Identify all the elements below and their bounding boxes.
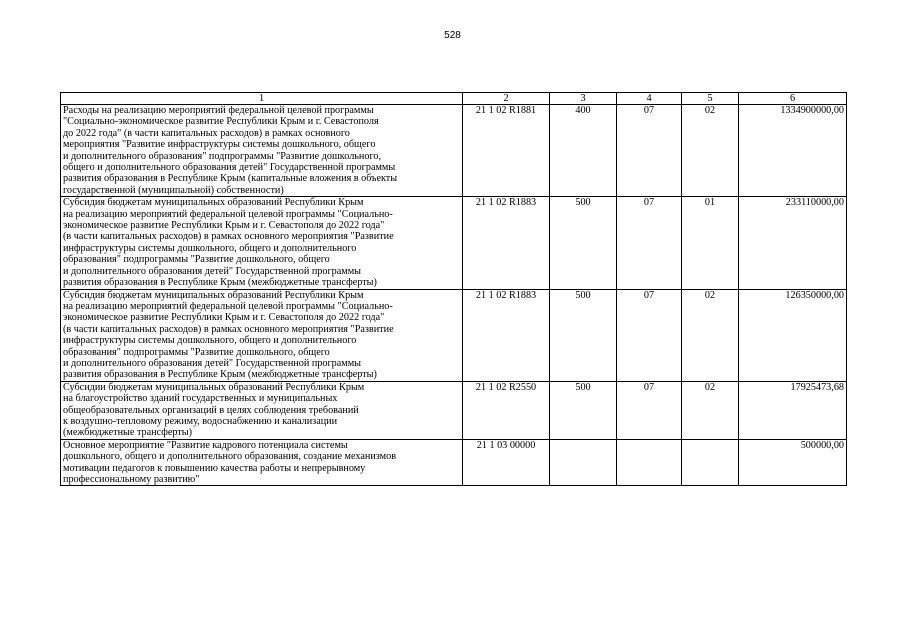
row-col5: 02 [682, 289, 739, 381]
row-col3: 500 [550, 381, 617, 439]
column-header-5: 5 [682, 93, 739, 105]
column-header-2: 2 [463, 93, 550, 105]
row-code: 21 1 03 00000 [463, 439, 550, 486]
row-col5: 02 [682, 381, 739, 439]
row-amount: 126350000,00 [739, 289, 847, 381]
table-row [61, 439, 847, 486]
column-header-4: 4 [617, 93, 682, 105]
row-amount: 1334900000,00 [739, 105, 847, 197]
row-col3: 500 [550, 289, 617, 381]
row-code: 21 1 02 R1883 [463, 197, 550, 289]
row-col5 [682, 439, 739, 486]
column-header-3: 3 [550, 93, 617, 105]
row-amount: 233110000,00 [739, 197, 847, 289]
row-description: Основное мероприятие "Развитие кадрового потенциала системы дошкольного, общего и дополнительного образования, создание механизмов мотивации педагогов к повышению качества работы и непрерывному профессиональному развитию" [61, 439, 463, 486]
table-row [61, 381, 847, 439]
table-row [61, 105, 847, 197]
row-description: Расходы на реализацию мероприятий федеральной целевой программы "Социально-экономическое развитие Республики Крым и г. Севастополя до 2022 года" (в части капитальных расходов) в рамках основного мероприятия "Развитие инфраструктуры системы дошкольного, общего и дополнительного образования" подпрограммы "Развитие дошкольного, общего и дополнительного образования детей" Государственной программы развития образования в Республике Крым (капитальные вложения в объекты государственной (муниципальной) собственности) [61, 105, 463, 197]
table-row [61, 197, 847, 289]
row-col4: 07 [617, 289, 682, 381]
row-code: 21 1 02 R2550 [463, 381, 550, 439]
row-col3: 500 [550, 197, 617, 289]
budget-table [60, 92, 847, 486]
row-code: 21 1 02 R1883 [463, 289, 550, 381]
row-col4: 07 [617, 381, 682, 439]
row-col3 [550, 439, 617, 486]
column-header-1: 1 [61, 93, 463, 105]
table-row [61, 289, 847, 381]
row-col5: 01 [682, 197, 739, 289]
row-col4 [617, 439, 682, 486]
table-header-row [61, 93, 847, 105]
row-col5: 02 [682, 105, 739, 197]
row-col4: 07 [617, 197, 682, 289]
row-col4: 07 [617, 105, 682, 197]
row-col3: 400 [550, 105, 617, 197]
page-number: 528 [444, 30, 461, 41]
row-amount: 17925473,68 [739, 381, 847, 439]
column-header-6: 6 [739, 93, 847, 105]
row-amount: 500000,00 [739, 439, 847, 486]
row-description: Субсидии бюджетам муниципальных образований Республики Крым на благоустройство зданий государственных и муниципальных общеобразовательных организаций в целях соблюдения требований к воздушно-тепловому режиму, водоснабжению и канализации (межбюджетные трансферты) [61, 381, 463, 439]
row-description: Субсидия бюджетам муниципальных образований Республики Крым на реализацию мероприятий федеральной целевой программы "Социально- экономическое развитие Республики Крым и г. Севастополя до 2022 года" (в части капитальных расходов) в рамках основного мероприятия "Развитие инфраструктуры системы дошкольного, общего и дополнительного образования" подпрограммы "Развитие дошкольного, общего и дополнительного образования детей" Государственной программы развития образования в Республике Крым (межбюджетные трансферты) [61, 289, 463, 381]
row-code: 21 1 02 R1881 [463, 105, 550, 197]
row-description: Субсидия бюджетам муниципальных образований Республики Крым на реализацию мероприятий федеральной целевой программы "Социально- экономическое развитие Республики Крым и г. Севастополя до 2022 года" (в части капитальных расходов) в рамках основного мероприятия "Развитие инфраструктуры системы дошкольного, общего и дополнительного образования" подпрограммы "Развитие дошкольного, общего и дополнительного образования детей" Государственной программы развития образования в Республике Крым (межбюджетные трансферты) [61, 197, 463, 289]
